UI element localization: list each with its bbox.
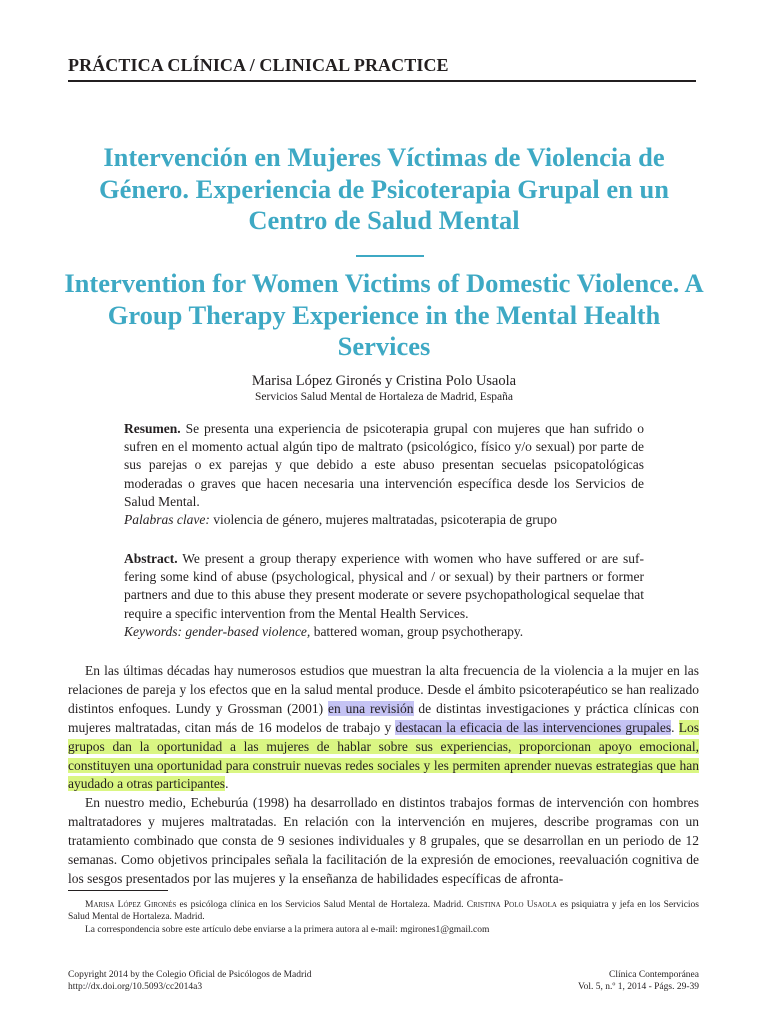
volume-info: Vol. 5, n.º 1, 2014 - Págs. 29-39 <box>578 982 699 993</box>
resumen-text: Se presenta una experiencia de psicoterapia grupal con mujeres que han sufrido o sufren en el momento actual algún tipo de maltrato (psicológico, físico y/o sexual) por parte de sus parejas o ex parejas y que debido a este abuso presentan secuelas psicopatológicas moderadas o graves que hacen necesaria una intervención específica desde los Servicios de Salud Mental. <box>124 421 644 509</box>
footnote-authors <box>68 899 699 924</box>
palabras-clave-label: Palabras clave: <box>124 512 210 528</box>
resumen-label: Resumen. <box>124 421 181 436</box>
footnote-text: es psiquiatra y jefa en los Servicios Salud Mental de Hortaleza. Madrid. <box>68 900 700 923</box>
abstract-label: Abstract. <box>124 551 178 566</box>
palabras-clave: violencia de género, mujeres maltratadas, psicoterapia de grupo <box>209 512 557 528</box>
highlight-green[interactable]: Los grupos dan la oportunidad a las mujeres de hablar sobre sus experiencias, proporcionan apoyo emocional, constituyen una oportunidad para construir nuevas redes sociales y les permiten aprender nuevas estrategias que han ayudado a otras participantes <box>68 719 699 792</box>
body-text-span: de distintas investigaciones y práctica clínicas con mujeres maltratadas, citan más de 16 modelos de trabajo y <box>68 700 699 735</box>
abstract-text: We present a group therapy experience with women who have suffered or are suffering some kind of abuse (psychological, physical and / or sexual) by their partners or former partners and due to this abuse they present moderate or severe psychopathological sequelae that require a specific intervention from the Mental Health Services. <box>124 551 644 621</box>
body-paragraph-1 <box>68 662 699 794</box>
keywords: battered woman, group psychotherapy. <box>310 623 524 639</box>
title-spanish: Intervención en Mujeres Víctimas de Violencia de Género. Experiencia de Psicoterapia Grupal en un Centro de Salud Mental <box>99 142 669 235</box>
header-rule <box>68 80 696 82</box>
doi-link[interactable]: http://dx.doi.org/10.5093/cc2014a3 <box>68 982 203 993</box>
journal-name: Clínica Contemporánea <box>609 970 699 980</box>
highlight-purple-1[interactable]: en una revisión <box>328 700 414 716</box>
body-text <box>68 662 699 889</box>
footnote-correspondence: La correspondencia sobre este artículo debe enviarse a la primera autora al e-mail: mgirones1@gmail.com <box>85 924 490 935</box>
affiliation: Servicios Salud Mental de Hortaleza de Madrid, España <box>254 391 514 403</box>
footer-left <box>68 969 312 994</box>
body-paragraph-2: En nuestro medio, Echeburúa (1998) ha desarrollado en distintos trabajos formas de intervención con hombres maltratadores y mujeres maltratadas. En relación con la intervención en mujeres, describe programas con un tratamiento combinado que consta de 9 sesiones individuales y 8 grupales, que se desarrollan en un periodo de 12 semanas. Como objetivos principales señala la facilitación de la expresión de emociones, reevaluación cognitiva de los sesgos presentados por las mujeres y la enseñanza de habilidades específicas de afronta- <box>68 795 699 886</box>
authors: Marisa López Gironés y Cristina Polo Usaola <box>251 373 517 389</box>
title-divider <box>356 255 424 257</box>
section-header: PRÁCTICA CLÍNICA / CLINICAL PRACTICE <box>68 55 449 75</box>
footnotes <box>68 899 699 936</box>
body-text-span: . <box>671 719 679 735</box>
title-english: Intervention for Women Victims of Domestic Violence. A Group Therapy Experience in the Mental Health Services <box>64 268 704 361</box>
highlight-purple-2[interactable]: destacan la eficacia de las intervenciones grupales <box>395 719 672 735</box>
body-text-span: En las últimas décadas hay numerosos estudios que muestran la alta frecuencia de la violencia a la mujer en las relaciones de pareja y los efectos que en la salud mental produce. Desde el ámbito psicoterapéutico se han realizado distintos enfoques. Lundy y Grossman (2001) <box>68 663 699 716</box>
copyright: Copyright 2014 by the Colegio Oficial de Psicólogos de Madrid <box>68 970 312 980</box>
footnote-author-2: Cristina Polo Usaola <box>466 900 557 910</box>
footnote-rule <box>68 890 168 891</box>
resumen-block <box>124 420 644 529</box>
footer-right <box>578 969 699 994</box>
body-text-span: . <box>225 776 229 792</box>
abstract-block <box>124 550 644 641</box>
footnote-author-1: Marisa López Gironés <box>85 900 177 910</box>
keywords-label: Keywords: gender-based violence, <box>124 623 311 639</box>
footnote-text: es psicóloga clínica en los Servicios Salud Mental de Hortaleza. Madrid. <box>176 900 467 910</box>
